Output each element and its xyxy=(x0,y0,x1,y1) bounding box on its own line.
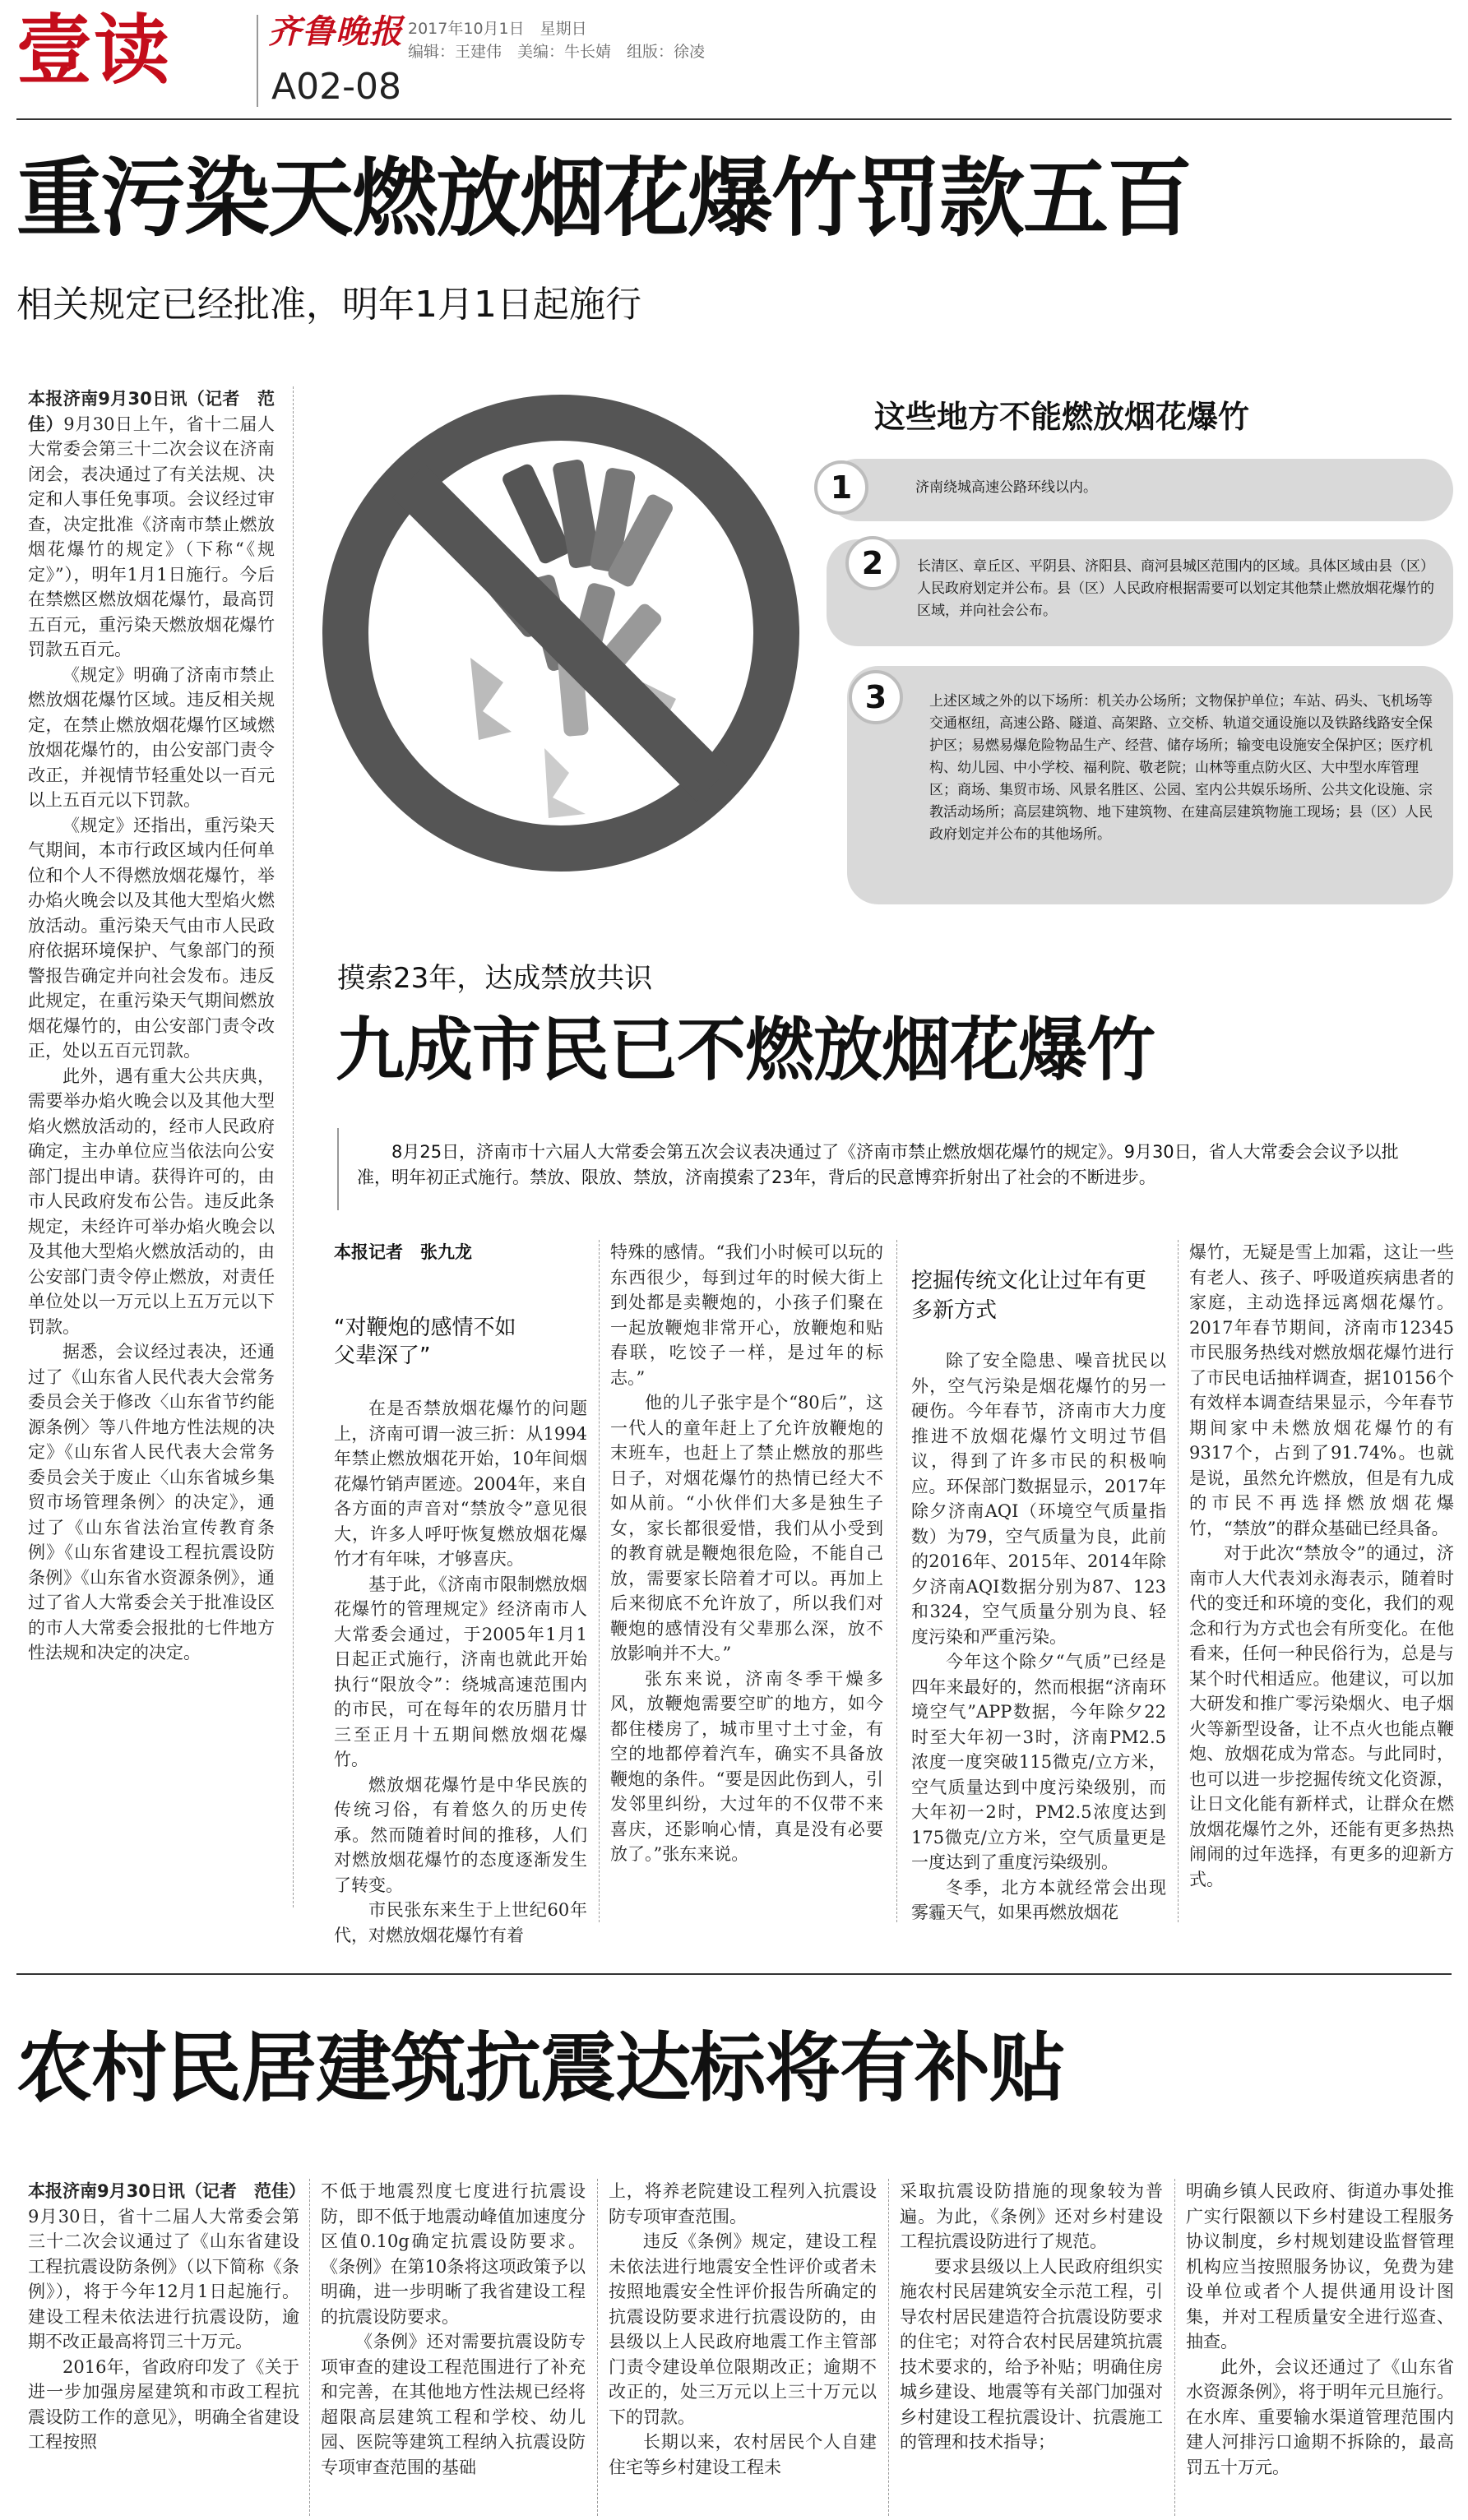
story2-para: 在是否禁放烟花爆竹的问题上，济南可谓一波三折：从1994年禁止燃放烟花开始，10年间烟花爆竹销声匿迹。2004年，来自各方面的声音对“禁放令”意见很大，许多人呼吁恢复燃放烟花爆竹才有年味，才够喜庆。 xyxy=(334,1399,587,1569)
story3-para: 采取抗震设防措施的现象较为普遍。为此，《条例》还对乡村建设工程抗震设防进行了规范。 xyxy=(900,2181,1163,2251)
story3-para: 要求县级以上人民政府组织实施农村民居建筑安全示范工程，引导农村居民建造符合抗震设防要求的住宅；对符合农村民居建筑抗震技术要求的，给予补贴；明确住房城乡建设、地震等有关部门加强对乡村建设工程抗震设计、抗震施工的管理和技术指导； xyxy=(900,2256,1163,2452)
story1-reporter: （记者 范佳） xyxy=(28,389,275,434)
restricted-area-item-3 xyxy=(847,666,1453,904)
story2-para: 特殊的感情。“我们小时候可以玩的东西很少，每到过年的时候大街上到处都是卖鞭炮的，小孩子们聚在一起放鞭炮非常开心，放鞭炮和贴春联，吃饺子一样，是过年的标志。” xyxy=(610,1242,883,1388)
story2-para: 爆竹，无疑是雪上加霜，这让一些有老人、孩子、呼吸道疾病患者的家庭，主动选择远离烟花爆竹。2017年春节期间，济南市12345市民服务热线对燃放烟花爆竹进行了市民电话抽样调查，据10156个有效样本调查结果显示，今年春节期间家中未燃放烟花爆竹的有9317个，占到了91.74%。也就是说，虽然允许燃放，但是有九成的市民不再选择燃放烟花爆竹，“禁放”的群众基础已经具备。 xyxy=(1189,1242,1454,1538)
no-fireworks-illustration xyxy=(314,386,808,880)
story2-para: 对于此次“禁放令”的通过，济南市人大代表刘永海表示，随着时代的变迁和环境的变化，我们的观念和行为方式也会有所变化。在他看来，任何一种民俗行为，总是与某个时代相适应。他建议，可以加大研发和推广零污染烟火、电子烟火等新型设备，让不点火也能点鞭炮、放烟花成为常态。与此同时，也可以进一步挖掘传统文化资源，让日文化能有新样式，让群众在燃放烟花爆竹之外，还能有更多热热闹闹的过年选择，有更多的迎新方式。 xyxy=(1189,1543,1454,1889)
story2-byline: 本报记者 张九龙 xyxy=(334,1242,472,1262)
story3-para: 违反《条例》规定，建设工程未依法进行地震安全性评价或者未按照地震安全性评价报告所确定的抗震设防要求进行抗震设防的，由县级以上人民政府地震工作主管部门责令建设单位限期改正；逾期不改正的，处三万元以上三十万元以下的罚款。 xyxy=(609,2231,877,2427)
column-divider xyxy=(309,2179,310,2516)
story1-para: 《规定》还指出，重污染天气期间，本市行政区域内任何单位和个人不得燃放烟花爆竹，举办焰火晚会以及其他大型焰火燃放活动。重污染天气由市人民政府依据环境保护、气象部门的预警报告确定并向社会发布。违反此规定，在重污染天气期间燃放烟花爆竹的，由公安部门责令改正，处以五百元罚款。 xyxy=(28,815,275,1061)
story3-para: 《条例》还对需要抗震设防专项审查的建设工程范围进行了补充和完善，在其他地方性法规已经将超限高层建筑工程和学校、幼儿园、医院等建筑工程纳入抗震设防专项审查范围的基础 xyxy=(321,2332,586,2477)
story3-para: 明确乡镇人民政府、街道办事处推广实行限额以下乡村建设工程服务协议制度，乡村规划建设监督管理机构应当按照服务协议，免费为建设单位或者个人提供通用设计图集，并对工程质量安全进行巡查、抽查。 xyxy=(1186,2181,1454,2351)
graphic-title: 这些地方不能燃放烟花爆竹 xyxy=(874,399,1250,435)
story2-summary: 8月25日，济南市十六届人大常委会第五次会议表决通过了《济南市禁止燃放烟花爆竹的规定》。9月30日，省人大常委会会议予以批准，明年初正式施行。禁放、限放、禁放，济南摸索了23年，背后的民意博弈折射出了社会的不断进步。 xyxy=(357,1142,1399,1187)
issue-date: 2017年10月1日 星期日 xyxy=(408,20,587,38)
story2-col-2 xyxy=(610,1240,883,1926)
section-rule xyxy=(16,1973,1452,1975)
column-divider xyxy=(888,2179,889,2516)
restricted-area-item-1 xyxy=(827,459,1453,521)
prohibition-slash xyxy=(409,481,713,785)
story2-subhead-1: “对鞭炮的感情不如父辈深了” xyxy=(334,1315,516,1368)
story2-para: 基于此，《济南市限制燃放烟花爆竹的管理规定》经济南市人大常委会通过，于2005年1月1日起正式施行，济南也就此开始执行“限放令”：绕城高速范围内的市民，可在每年的农历腊月廿三至正月十五期间燃放烟花爆竹。 xyxy=(334,1574,587,1769)
newspaper-logo: 齐鲁晚报 xyxy=(268,12,403,51)
story2-para: 他的儿子张宇是个“80后”，这一代人的童年赶上了允许放鞭炮的末班车，也赶上了禁止燃放的那些日子，对烟花爆竹的热情已经大不如从前。“小伙伴们大多是独生子女，家长都很爱惜，我们从小受到的教育就是鞭炮很危险，不能自己放，需要家长陪着才可以。再加上后来彻底不允许放了，所以我们对鞭炮的感情没有父辈那么深，放不放影响并不大。” xyxy=(610,1393,883,1663)
story3-para: 此外，会议还通过了《山东省水资源条例》，将于明年元旦施行。在水库、重要输水渠道管理范围内建人河排污口逾期不拆除的，最高罚五十万元。 xyxy=(1186,2356,1454,2477)
story2-para: 冬季，北方本就经常会出现雾霾天气，如果再燃放烟花 xyxy=(911,1877,1166,1922)
story2-para: 燃放烟花爆竹是中华民族的传统习俗，有着悠久的历史传承。然而随着时间的推移，人们对燃放烟花爆竹的态度逐渐发生了转变。 xyxy=(334,1774,587,1895)
story2-col-1 xyxy=(334,1396,587,1945)
story2-kicker: 摸索23年，达成禁放共识 xyxy=(337,962,653,995)
headline-firework-fine: 重污染天燃放烟花爆竹罚款五百 xyxy=(16,148,1192,248)
story3-para: 9月30日，省十二届人大常委会第三十二次会议通过了《山东省建设工程抗震设防条例》（以下简称《条例》），将于今年12月1日起施行。建设工程未依法进行抗震设防，逾期不改正最高将罚三十万元。 xyxy=(28,2206,299,2351)
masthead-divider xyxy=(257,15,258,107)
story3-col-1 xyxy=(28,2179,306,2516)
story3-col-5 xyxy=(1186,2179,1454,2516)
editor-credits: 编辑：王建伟 美编：牛长婧 组版：徐凌 xyxy=(408,43,706,61)
story3-headline: 农村民居建筑抗震达标将有补贴 xyxy=(16,2024,1065,2112)
item-text: 长清区、章丘区、平阴县、济阳县、商河县城区范围内的区域。具体区域由县（区）人民政府划定并公布。县（区）人民政府根据需要可以划定其他禁止燃放烟花爆竹的区域，并向社会公布。 xyxy=(917,558,1434,619)
story1-para: 据悉，会议经过表决，还通过了《山东省人民代表大会常务委员会关于修改〈山东省节约能源条例〉等八件地方性法规的决定》《山东省人民代表大会常务委员会关于废止〈山东省城乡集贸市场管理条例〉的决定》，通过了《山东省法治宣传教育条例》《山东省建设工程抗震设防条例》《山东省水资源条例》，通过了省人大常委会关于批准设区的市人大常委会报批的七件地方性法规和决定的决定。 xyxy=(28,1342,275,1662)
story2-para: 张东来说，济南冬季干燥多风，放鞭炮需要空旷的地方，如今都住楼房了，城市里寸土寸金，有空的地都停着汽车，确实不具备放鞭炮的条件。“要是因此伤到人，引发邻里纠纷，大过年的不仅带不来喜庆，还影响心情，真是没有必要放了。”张东来说。 xyxy=(610,1668,883,1864)
story3-dateline: 本报济南9月30日讯（记者 范佳） xyxy=(28,2181,306,2201)
item-number-3: 3 xyxy=(849,670,903,724)
story1-para: 9月30日上午，省十二届人大常委会第三十二次会议在济南闭会，表决通过了有关法规、决定和人事任免事项。会议经过审查，决定批准《济南市禁止燃放烟花爆竹的规定》（下称“《规定》”），明年1月1日施行。今后在禁燃区燃放烟花爆竹，最高罚五百元，重污染天燃放烟花爆竹罚款五百元。 xyxy=(28,414,275,659)
story1-body xyxy=(28,386,275,1912)
item-text: 济南绕城高速公路环线以内。 xyxy=(915,479,1097,496)
story3-para: 不低于地震烈度七度进行抗震设防，即不低于地震动峰值加速度分区值0.10g确定抗震设防要求。《条例》在第10条将这项政策予以明确，进一步明晰了我省建设工程的抗震设防要求。 xyxy=(321,2181,586,2327)
story2-col-4 xyxy=(1189,1240,1454,1926)
column-divider xyxy=(1174,2179,1175,2516)
item-number-1: 1 xyxy=(814,460,868,515)
story3-para: 2016年，省政府印发了《关于进一步加强房屋建筑和市政工程抗震设防工作的意见》，明确全省建设工程按照 xyxy=(28,2356,299,2452)
restricted-area-item-2 xyxy=(827,539,1453,646)
story2-headline: 九成市民已不燃放烟花爆竹 xyxy=(336,1010,1155,1090)
story1-para: 此外，遇有重大公共庆典，需要举办焰火晚会以及其他大型焰火燃放活动的，经市人民政府确定，主办单位应当依法向公安部门提出申请。获得许可的，由市人民政府发布公告。违反此条规定，未经许可举办焰火晚会以及其他大型焰火燃放活动的，由公安部门责令停止燃放，对责任单位处以一万元以上五万元以下罚款。 xyxy=(28,1066,275,1337)
masthead-rule xyxy=(16,118,1452,120)
page-number: A02-08 xyxy=(271,66,401,108)
story2-para: 今年这个除夕“气质”已经是四年来最好的，然而根据“济南环境空气”APP数据，今年除夕22时至大年初一3时，济南PM2.5浓度一度突破115微克/立方米，空气质量达到中度污染级别，而大年初一2时，PM2.5浓度达到175微克/立方米，空气质量更是一度达到了重度污染级别。 xyxy=(911,1652,1166,1872)
story3-col-2 xyxy=(321,2179,586,2516)
story2-col-3 xyxy=(911,1348,1166,1924)
story2-para: 市民张东来生于上世纪60年代，对燃放烟花爆竹有着 xyxy=(334,1900,587,1945)
story3-col-3 xyxy=(609,2179,877,2516)
story3-para: 长期以来，农村居民个人自建住宅等乡村建设工程未 xyxy=(609,2432,877,2477)
column-divider xyxy=(896,1240,897,1922)
story2-summary-box xyxy=(337,1128,1441,1210)
section-title: 壹读 xyxy=(16,7,172,95)
item-number-2: 2 xyxy=(845,536,900,590)
column-divider xyxy=(599,1240,600,1922)
item-text: 上述区域之外的以下场所：机关办公场所；文物保护单位；车站、码头、飞机场等交通枢纽，高速公路、隧道、高架路、立交桥、轨道交通设施以及铁路线路安全保护区；易燃易爆危险物品生产、经营、储存场所；输变电设施安全保护区；医疗机构、幼儿园、中小学校、福利院、敬老院；山林等重点防火区、大中型水库管理区；商场、集贸市场、风景名胜区、公园、室内公共娱乐场所、公共文化设施、宗教活动场所；高层建筑物、地下建筑物、在建高层建筑物施工现场；县（区）人民政府划定并公布的其他场所。 xyxy=(929,693,1433,843)
story1-para: 《规定》明确了济南市禁止燃放烟花爆竹区域。违反相关规定，在禁止燃放烟花爆竹区域燃放烟花爆竹的，由公安部门责令改正，并视情节轻重处以一百元以上五百元以下罚款。 xyxy=(28,664,275,810)
column-divider xyxy=(597,2179,598,2516)
story3-col-4 xyxy=(900,2179,1163,2516)
story2-subhead-2: 挖掘传统文化让过年有更多新方式 xyxy=(911,1269,1147,1323)
subhead-firework-fine: 相关规定已经批准，明年1月1日起施行 xyxy=(16,284,641,326)
column-divider xyxy=(1178,1240,1179,1922)
column-divider xyxy=(293,386,294,1907)
story1-dateline: 本报济南9月30日讯 xyxy=(28,389,188,409)
story3-para: 上，将养老院建设工程列入抗震设防专项审查范围。 xyxy=(609,2181,877,2226)
story2-para: 除了安全隐患、噪音扰民以外，空气污染是烟花爆竹的另一硬伤。今年春节，济南市大力度推进不放烟花爆竹文明过节倡议，得到了许多市民的积极响应。环保部门数据显示，2017年除夕济南AQI（环境空气质量指数）为79，空气质量为良，此前的2016年、2015年、2014年除夕济南AQI数据分别为87、123和324，空气质量分别为良、轻度污染和严重污染。 xyxy=(911,1351,1166,1647)
